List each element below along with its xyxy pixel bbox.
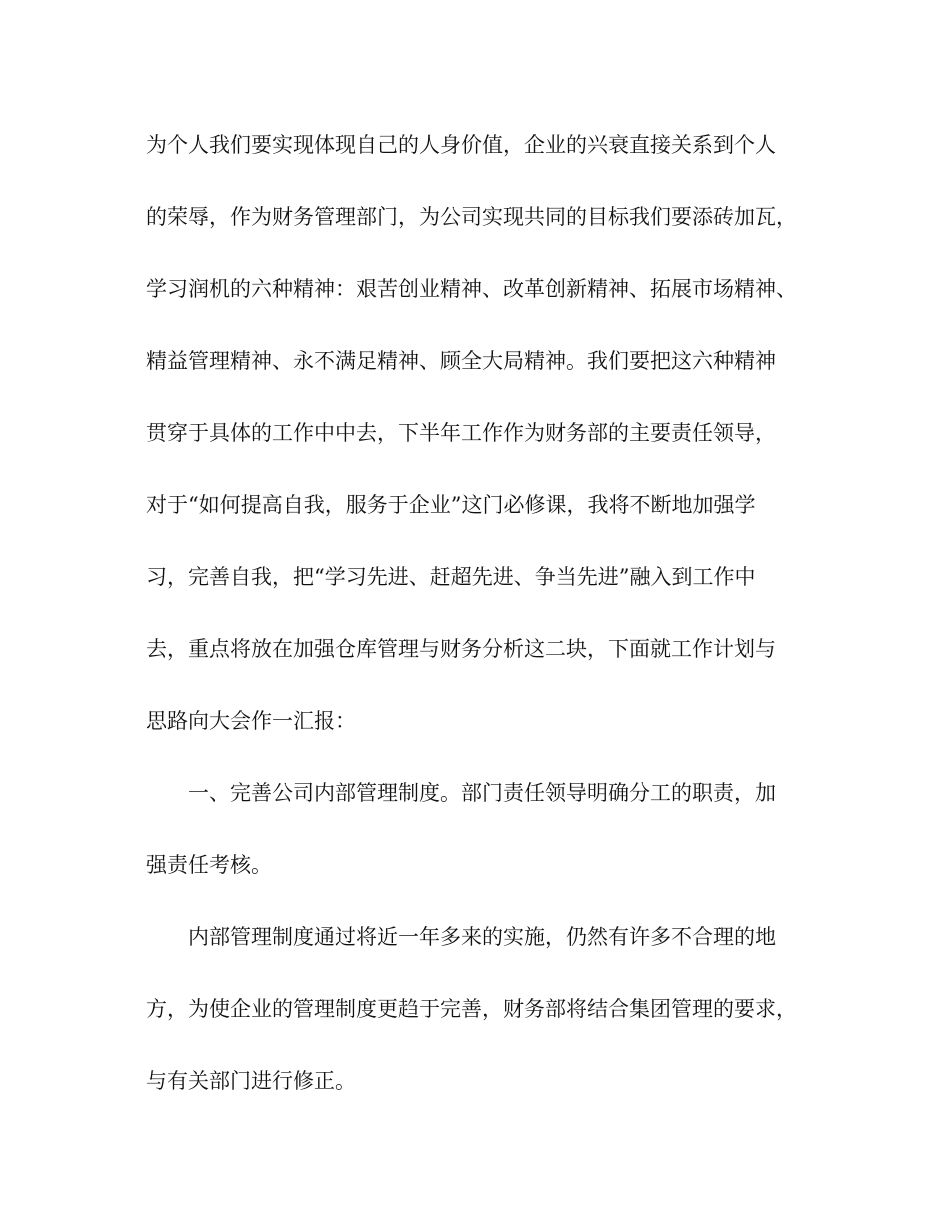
text-line: 贯穿于具体的工作中中去，下半年工作作为财务部的主要责任领导， [146,421,776,445]
text-line: 精益管理精神、永不满足精神、顾全大局精神。我们要把这六种精神 [146,349,776,373]
text-line: 的荣辱，作为财务管理部门，为公司实现共同的目标我们要添砖加瓦， [146,205,797,229]
text-line: 思路向大会作一汇报： [146,709,356,733]
text-line: 强责任考核。 [146,853,272,877]
text-line: 对于“如何提高自我，服务于企业”这门必修课，我将不断地加强学 [146,493,756,517]
text-line: 去，重点将放在加强仓库管理与财务分析这二块，下面就工作计划与 [146,637,776,661]
text-line: 习，完善自我，把“学习先进、赶超先进、争当先进”融入到工作中 [146,565,756,589]
text-line: 学习润机的六种精神：艰苦创业精神、改革创新精神、拓展市场精神、 [146,277,797,301]
paragraph-start-line: 内部管理制度通过将近一年多来的实施，仍然有许多不合理的地 [188,925,776,949]
text-line: 方，为使企业的管理制度更趋于完善，财务部将结合集团管理的要求， [146,997,797,1021]
section-heading-line: 一、完善公司内部管理制度。部门责任领导明确分工的职责，加 [188,781,776,805]
body-text [146,125,806,1133]
text-line: 与有关部门进行修正。 [146,1069,356,1093]
text-line: 为个人我们要实现体现自己的人身价值，企业的兴衰直接关系到个人 [146,133,776,157]
